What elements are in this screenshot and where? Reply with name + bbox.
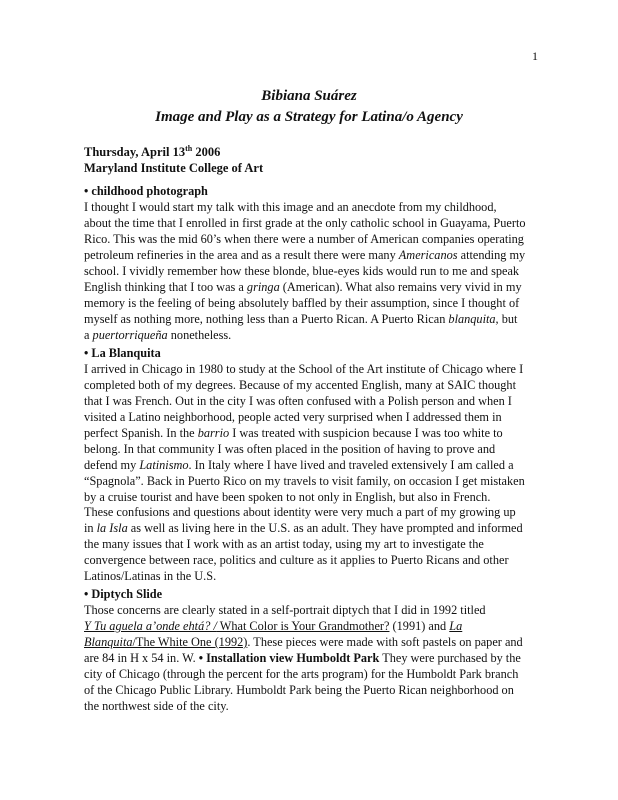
paragraph-line: belong. In that community I was often placed in the position of having to prove and xyxy=(84,442,496,456)
artwork-title-translation: /The White One (1992) xyxy=(132,635,248,649)
talk-venue: Maryland Institute College of Art xyxy=(84,160,264,175)
paragraph-line: a puertorriqueña nonetheless. xyxy=(84,328,232,342)
author-name: Bibiana Suárez xyxy=(261,88,357,104)
paragraph-line: in la Isla as well as living here in the U.S. as an adult. They have prompted and informed xyxy=(84,521,523,535)
paragraph-line: “Spagnola”. Back in Puerto Rico on my travels to visit family, on occasion I get mistaken xyxy=(84,474,525,488)
paragraph-line: Those concerns are clearly stated in a self-portrait diptych that I did in 1992 titled xyxy=(84,603,486,617)
paragraph-line: myself as nothing more, nothing less than a Puerto Rican. A Puerto Rican blanquita, but xyxy=(84,312,518,326)
artwork-title: Blanquita xyxy=(84,635,133,649)
artwork-title: La xyxy=(449,619,463,633)
artwork-title-translation: What Color is Your Grandmother? xyxy=(216,619,390,633)
section-la-blanquita xyxy=(84,345,544,505)
paragraph-line: memory is the feeling of being absolutely baffled by their assumption, since I thought of xyxy=(84,296,520,310)
paragraph-line: visited a Latino neighborhood, people acted very surprised when I addressed them in xyxy=(84,410,502,424)
talk-meta xyxy=(84,145,263,176)
paragraph-line: Y Tu aguela a’onde ehtá? / What Color is Your Grandmother? (1991) and La xyxy=(84,619,463,633)
slide-cue: • Installation view Humboldt Park xyxy=(198,651,380,665)
paragraph-line: I thought I would start my talk with this image and an anecdote from my childhood, xyxy=(84,200,497,214)
artwork-title: Y Tu aguela a’onde ehtá? / xyxy=(84,619,217,633)
paragraph-line: of the Chicago Public Library. Humboldt Park being the Puerto Rican neighborhood on xyxy=(84,683,514,697)
section-childhood-photograph xyxy=(84,183,544,343)
paragraph-line: Rico. This was the mid 60’s when there were a number of American companies operating xyxy=(84,232,524,246)
paragraph-line: defend my Latinismo. In Italy where I have lived and traveled extensively I am called a xyxy=(84,458,514,472)
paragraph-line: convergence between race, politics and culture as it applies to Puerto Ricans and other xyxy=(84,553,509,567)
paragraph-line: English thinking that I too was a gringa (American). What also remains very vivid in my xyxy=(84,280,522,294)
section-heading: • La Blanquita xyxy=(84,346,161,360)
section-identity-paragraph xyxy=(84,504,544,584)
paragraph-line: Blanquita/The White One (1992). These pieces were made with soft pastels on paper and xyxy=(84,635,523,649)
paragraph-line: perfect Spanish. In the barrio I was treated with suspicion because I was too white to xyxy=(84,426,503,440)
paragraph-line: city of Chicago (through the percent for the arts program) for the Humboldt Park branch xyxy=(84,667,519,681)
paragraph-line: by a cruise tourist and have been spoken to not only in English, but also in French. xyxy=(84,490,491,504)
paragraph-line: completed both of my degrees. Because of my accented English, many at SAIC thought xyxy=(84,378,516,392)
page-number: 1 xyxy=(532,49,538,63)
paragraph-line: that I was French. Out in the city I was often confused with a Polish person and when I xyxy=(84,394,512,408)
section-heading: • childhood photograph xyxy=(84,184,208,198)
talk-date: Thursday, April 13th 2006 xyxy=(84,143,221,159)
paragraph-line: I arrived in Chicago in 1980 to study at the School of the Art institute of Chicago where I xyxy=(84,362,524,376)
paragraph-line: about the time that I enrolled in first grade at the only catholic school in Guayama, Puerto xyxy=(84,216,526,230)
paragraph-line: the northwest side of the city. xyxy=(84,699,229,713)
paragraph-line: petroleum refineries in the area and as a result there were many Americanos attending my xyxy=(84,248,526,262)
paragraph-line: school. I vividly remember how these blonde, blue-eyes kids would run to me and speak xyxy=(84,264,520,278)
section-heading: • Diptych Slide xyxy=(84,587,163,601)
paragraph-line: the many issues that I work with as an artist today, using my art to investigate the xyxy=(84,537,484,551)
section-diptych-slide xyxy=(84,586,544,714)
paragraph-line: These confusions and questions about identity were very much a part of my growing up xyxy=(84,505,516,519)
talk-title: Image and Play as a Strategy for Latina/o Agency xyxy=(155,109,463,125)
title-block xyxy=(0,86,618,128)
paragraph-line: Latinos/Latinas in the U.S. xyxy=(84,569,217,583)
paragraph-line: are 84 in H x 54 in. W. • Installation view Humboldt Park They were purchased by the xyxy=(84,651,521,665)
